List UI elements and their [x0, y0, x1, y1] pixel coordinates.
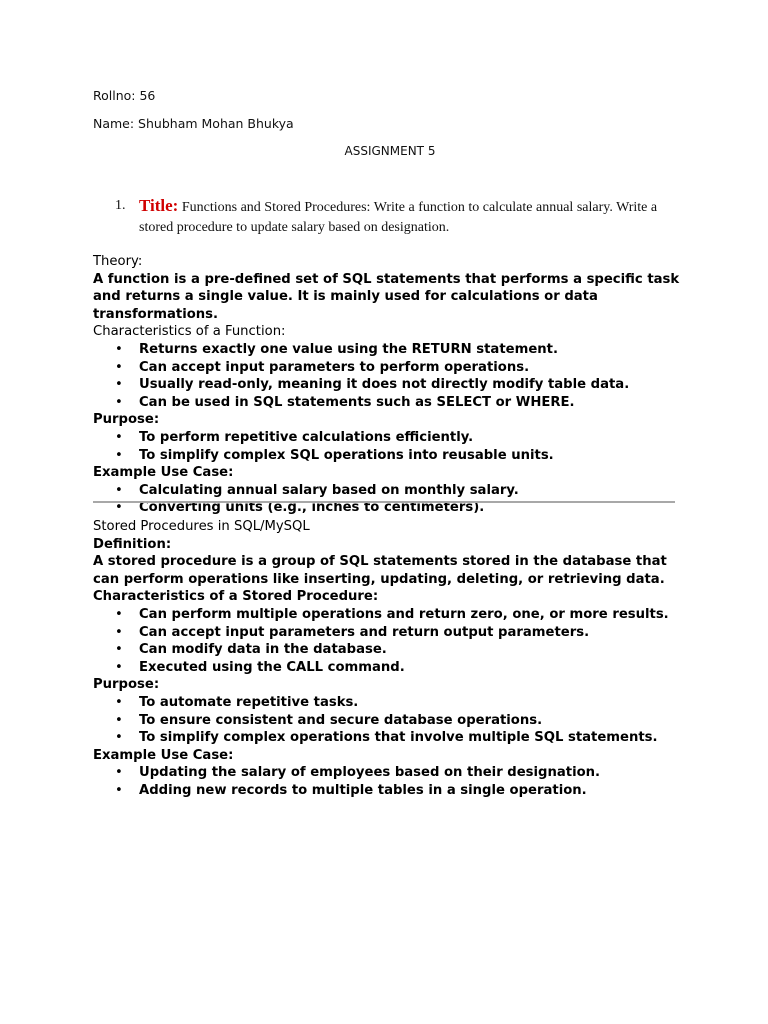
procedure-definition: A stored procedure is a group of SQL statements stored in the database that can perform operations like inserting, updating, deleting, or retrieving data. [93, 554, 667, 587]
list-item: • To simplify complex SQL operations into reusable units. [93, 447, 693, 465]
function-purpose-label: Purpose: [93, 412, 160, 428]
list-item: • Calculating annual salary based on monthly salary. [93, 482, 693, 500]
list-item: • Updating the salary of employees based on their designation. [93, 764, 693, 782]
question-number: 1. [115, 198, 126, 213]
assignment-heading: ASSIGNMENT 5 [344, 144, 436, 158]
list-item: • Returns exactly one value using the RETURN statement. [93, 341, 693, 359]
procedure-characteristics-list [93, 606, 693, 676]
procedure-characteristics-label: Characteristics of a Stored Procedure: [93, 589, 379, 605]
list-item: • To simplify complex operations that involve multiple SQL statements. [93, 729, 693, 747]
roll-number: Rollno: 56 [93, 88, 156, 103]
list-item: • To automate repetitive tasks. [93, 694, 693, 712]
function-purpose-list [93, 429, 693, 464]
list-item: • Executed using the CALL command. [93, 659, 693, 677]
procedures-section [93, 518, 693, 800]
list-item: • Converting units (e.g., inches to centimeters). [93, 499, 693, 517]
procedure-purpose-label: Purpose: [93, 677, 160, 693]
list-item: • To perform repetitive calculations efficiently. [93, 429, 693, 447]
list-item: • Can accept input parameters and return output parameters. [93, 624, 693, 642]
list-item: • Usually read-only, meaning it does not directly modify table data. [93, 376, 693, 394]
procedure-example-list [93, 764, 693, 799]
procedures-heading: Stored Procedures in SQL/MySQL [93, 519, 310, 534]
question-text: Functions and Stored Procedures: Write a function to calculate annual salary. Write a stored procedure to update salary based on designation. [139, 200, 658, 235]
procedure-example-label: Example Use Case: [93, 747, 234, 763]
functions-section [93, 253, 693, 517]
list-item: • Can perform multiple operations and return zero, one, or more results. [93, 606, 693, 624]
list-item: • Adding new records to multiple tables in a single operation. [93, 782, 693, 800]
function-intro: A function is a pre-defined set of SQL statements that performs a specific task and returns a single value. It is mainly used for calculations or data transformations. [93, 271, 680, 322]
definition-label: Definition: [93, 536, 172, 552]
function-example-list [93, 482, 693, 517]
question-title-label: Title: [139, 196, 179, 215]
function-characteristics-label: Characteristics of a Function: [93, 324, 286, 340]
list-item: • Can be used in SQL statements such as SELECT or WHERE. [93, 394, 693, 412]
procedure-purpose-list [93, 694, 693, 747]
function-example-label: Example Use Case: [93, 465, 234, 481]
list-item: • Can modify data in the database. [93, 641, 693, 659]
theory-label: Theory: [93, 254, 143, 269]
horizontal-rule [93, 501, 675, 503]
student-name: Name: Shubham Mohan Bhukya [93, 116, 294, 131]
question-item [115, 196, 685, 238]
list-item: • Can accept input parameters to perform operations. [93, 359, 693, 377]
function-characteristics-list [93, 341, 693, 411]
list-item: • To ensure consistent and secure database operations. [93, 712, 693, 730]
